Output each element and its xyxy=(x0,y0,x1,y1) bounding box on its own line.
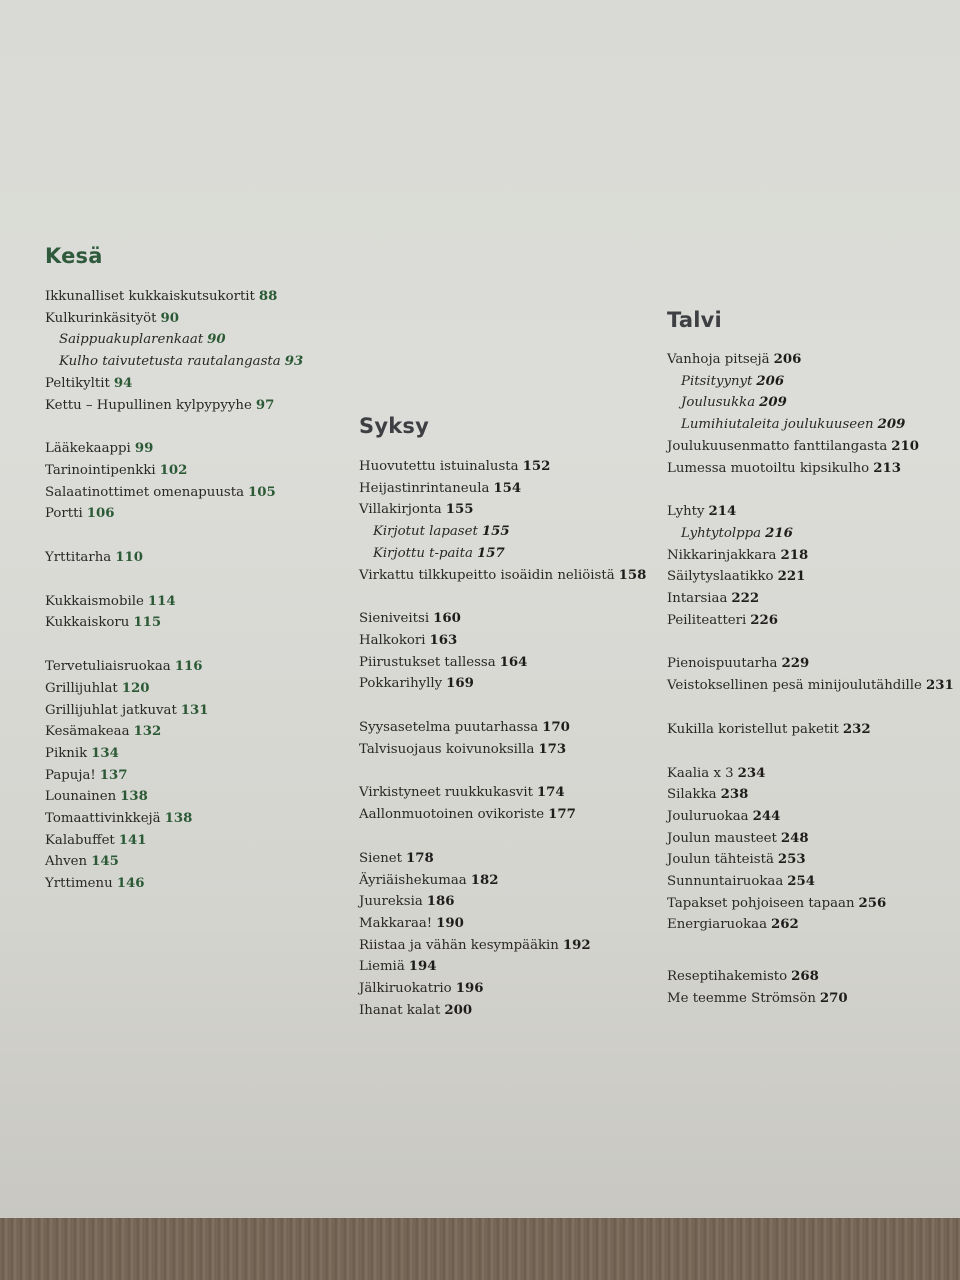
toc-entry: Joulukuusenmatto fanttilangasta 210 xyxy=(667,438,920,454)
toc-group xyxy=(667,763,954,937)
toc-entry: Peltikyltit 94 xyxy=(45,375,133,391)
toc-entry: Sienet 178 xyxy=(359,850,434,866)
toc-entry: Virkattu tilkkupeitto isoäidin neliöistä 158 xyxy=(359,567,647,583)
toc-group xyxy=(667,719,954,741)
toc-entry: Lääkekaappi 99 xyxy=(45,441,154,457)
toc-entry: Veistoksellinen pesä minijoulutähdille 231 xyxy=(667,678,954,694)
toc-entry: Energiaruokaa 262 xyxy=(667,917,799,933)
toc-subentry: Joulusukka 209 xyxy=(681,395,787,411)
toc-entry: Heijastinrintaneula 154 xyxy=(359,480,522,496)
toc-entry: Piirustukset tallessa 164 xyxy=(359,654,528,670)
section-title-kesa: Kesä xyxy=(45,244,103,268)
section-kesa xyxy=(45,244,303,917)
toc-subentry: Kulho taivutetusta rautalangasta 93 xyxy=(59,354,304,370)
section-talvi xyxy=(667,308,954,1032)
toc-group xyxy=(45,547,303,569)
toc-entry: Jälkiruokatrio 196 xyxy=(359,981,484,997)
toc-entry: Liemiä 194 xyxy=(359,959,437,975)
toc-entry: Ikkunalliset kukkaiskutsukortit 88 xyxy=(45,289,278,304)
toc-subentry: Saippuakuplarenkaat 90 xyxy=(59,332,226,348)
toc-subentry: Kirjotut lapaset 155 xyxy=(373,524,510,540)
toc-group xyxy=(667,966,954,1009)
toc-entry: Talvisuojaus koivunoksilla 173 xyxy=(359,741,567,757)
wooden-surface xyxy=(0,1218,960,1280)
toc-entry: Lyhty 214 xyxy=(667,504,737,520)
toc-entry: Ahven 145 xyxy=(45,854,119,870)
toc-entry: Grillijuhlat 120 xyxy=(45,680,150,696)
toc-entry: Kettu – Hupullinen kylpypyyhe 97 xyxy=(45,397,275,413)
toc-entry: Lounainen 138 xyxy=(45,789,148,805)
toc-subentry: Pitsityynyt 206 xyxy=(681,373,785,389)
toc-entry: Äyriäishekumaa 182 xyxy=(359,872,499,888)
toc-entry: Lumessa muotoiltu kipsikulho 213 xyxy=(667,460,901,476)
toc-group xyxy=(45,438,303,525)
toc-entry: Intarsiaa 222 xyxy=(667,591,760,607)
toc-entry: Riistaa ja vähän kesympääkin 192 xyxy=(359,937,591,953)
toc-group xyxy=(45,286,303,416)
toc-entry: Villakirjonta 155 xyxy=(359,502,474,518)
toc-entry: Aallonmuotoinen ovikoriste 177 xyxy=(359,807,576,823)
toc-group xyxy=(45,591,303,634)
toc-entry: Tarinointipenkki 102 xyxy=(45,462,188,478)
toc-group xyxy=(359,608,646,695)
toc-entry: Pienoispuutarha 229 xyxy=(667,656,810,672)
toc-entry: Nikkarinjakkara 218 xyxy=(667,547,809,563)
toc-group xyxy=(667,501,954,631)
toc-subentry: Lyhtytolppa 216 xyxy=(681,525,793,541)
toc-entry: Yrttimenu 146 xyxy=(45,876,145,892)
toc-entry: Jouluruokaa 244 xyxy=(667,808,781,824)
toc-entry: Syysasetelma puutarhassa 170 xyxy=(359,720,570,736)
toc-entry: Joulun mausteet 248 xyxy=(667,830,809,846)
toc-group xyxy=(359,782,646,825)
toc-entry: Portti 106 xyxy=(45,506,115,522)
toc-entry: Peiliteatteri 226 xyxy=(667,612,779,628)
toc-entry: Säilytyslaatikko 221 xyxy=(667,569,806,585)
toc-entry: Kesämakeaa 132 xyxy=(45,724,162,740)
toc-entry: Salaatinottimet omenapuusta 105 xyxy=(45,484,276,500)
toc-entry: Juureksia 186 xyxy=(359,894,455,910)
toc-entry: Papuja! 137 xyxy=(45,767,128,783)
toc-entry: Kukkaiskoru 115 xyxy=(45,615,162,631)
toc-group xyxy=(667,349,954,479)
toc-entry: Huovutettu istuinalusta 152 xyxy=(359,459,551,474)
toc-entry: Pokkarihylly 169 xyxy=(359,676,474,692)
toc-entry: Me teemme Strömsön 270 xyxy=(667,990,848,1006)
toc-entry: Sunnuntairuokaa 254 xyxy=(667,874,816,890)
toc-group xyxy=(45,656,303,895)
toc-entry: Tervetuliaisruokaa 116 xyxy=(45,659,203,675)
toc-entry: Tapakset pohjoiseen tapaan 256 xyxy=(667,895,887,911)
toc-group xyxy=(359,848,646,1022)
toc-entry: Sieniveitsi 160 xyxy=(359,611,461,627)
toc-entry: Joulun tähteistä 253 xyxy=(667,852,806,868)
toc-subentry: Kirjottu t-paita 157 xyxy=(373,545,505,561)
toc-subentry: Lumihiutaleita joulukuuseen 209 xyxy=(681,417,906,433)
toc-group xyxy=(359,717,646,760)
section-title-talvi: Talvi xyxy=(667,308,722,332)
toc-entry: Tomaattivinkkejä 138 xyxy=(45,811,193,827)
toc-entry: Halkokori 163 xyxy=(359,632,458,648)
toc-entry: Piknik 134 xyxy=(45,745,119,761)
toc-entry: Reseptihakemisto 268 xyxy=(667,969,819,985)
toc-entry: Kaalia x 3 234 xyxy=(667,765,766,781)
toc-entry: Kulkurinkäsityöt 90 xyxy=(45,310,180,326)
toc-group xyxy=(667,653,954,696)
toc-entry: Yrttitarha 110 xyxy=(45,550,143,566)
toc-entry: Vanhoja pitsejä 206 xyxy=(667,352,802,367)
toc-entry: Grillijuhlat jatkuvat 131 xyxy=(45,702,209,718)
toc-entry: Makkaraa! 190 xyxy=(359,915,464,931)
toc-entry: Virkistyneet ruukkukasvit 174 xyxy=(359,785,565,801)
toc-entry: Ihanat kalat 200 xyxy=(359,1002,473,1018)
toc-entry: Kukkaismobile 114 xyxy=(45,593,176,609)
toc-group xyxy=(359,456,646,586)
section-title-syksy: Syksy xyxy=(359,414,429,438)
toc-entry: Silakka 238 xyxy=(667,787,749,803)
toc-entry: Kukilla koristellut paketit 232 xyxy=(667,721,871,737)
toc-entry: Kalabuffet 141 xyxy=(45,832,147,848)
section-syksy xyxy=(359,414,646,1043)
